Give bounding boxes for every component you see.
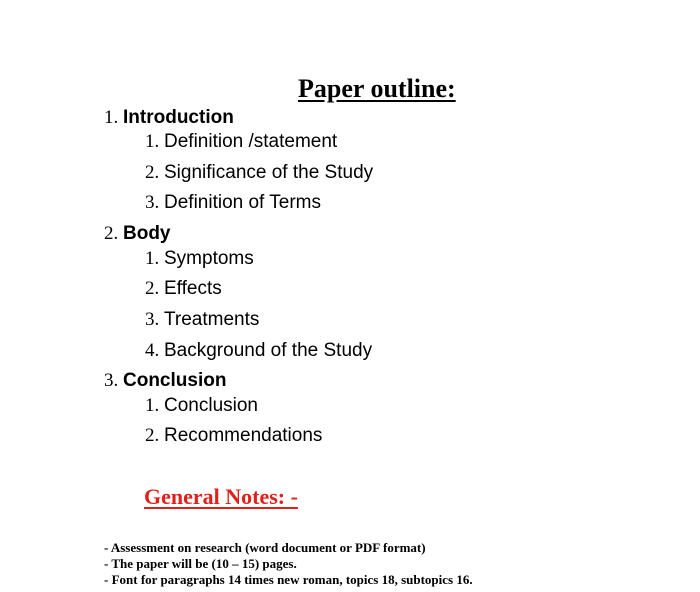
page-title: Paper outline: bbox=[298, 74, 456, 103]
section-label: Body bbox=[123, 223, 171, 244]
section-label: Introduction bbox=[123, 107, 234, 128]
outline-item bbox=[145, 192, 321, 214]
outline-item bbox=[145, 340, 372, 362]
note-item: - Assessment on research (word document or PDF format) bbox=[104, 540, 426, 555]
item-label: Effects bbox=[164, 278, 222, 299]
item-label: Symptoms bbox=[164, 248, 254, 269]
outline-item bbox=[145, 248, 254, 270]
item-label: Background of the Study bbox=[164, 340, 373, 361]
item-label: Treatments bbox=[164, 309, 260, 330]
item-number: 2. bbox=[145, 425, 160, 446]
outline-section-introduction bbox=[104, 107, 234, 129]
item-number: 2. bbox=[145, 278, 160, 299]
item-number: 3. bbox=[145, 309, 160, 330]
outline-item bbox=[145, 309, 259, 331]
item-label: Conclusion bbox=[164, 395, 258, 416]
section-number: 1. bbox=[104, 107, 119, 128]
item-number: 4. bbox=[145, 340, 160, 361]
item-label: Definition /statement bbox=[164, 131, 338, 152]
item-number: 1. bbox=[145, 395, 160, 416]
outline-item bbox=[145, 395, 258, 417]
item-number: 1. bbox=[145, 248, 160, 269]
notes-heading: General Notes: - bbox=[144, 484, 298, 509]
item-label: Significance of the Study bbox=[164, 162, 374, 183]
item-number: 1. bbox=[145, 131, 160, 152]
outline-item bbox=[145, 162, 373, 184]
outline-item bbox=[145, 131, 337, 153]
outline-item bbox=[145, 425, 322, 447]
note-item: - Font for paragraphs 14 times new roman, topics 18, subtopics 16. bbox=[104, 572, 473, 587]
item-number: 2. bbox=[145, 162, 160, 183]
outline-section-conclusion bbox=[104, 370, 226, 392]
note-item: - The paper will be (10 – 15) pages. bbox=[104, 556, 297, 571]
section-label: Conclusion bbox=[123, 370, 227, 391]
section-number: 2. bbox=[104, 223, 119, 244]
item-label: Definition of Terms bbox=[164, 192, 321, 213]
outline-item bbox=[145, 278, 222, 300]
section-number: 3. bbox=[104, 370, 119, 391]
item-number: 3. bbox=[145, 192, 160, 213]
outline-section-body bbox=[104, 223, 171, 245]
item-label: Recommendations bbox=[164, 425, 323, 446]
